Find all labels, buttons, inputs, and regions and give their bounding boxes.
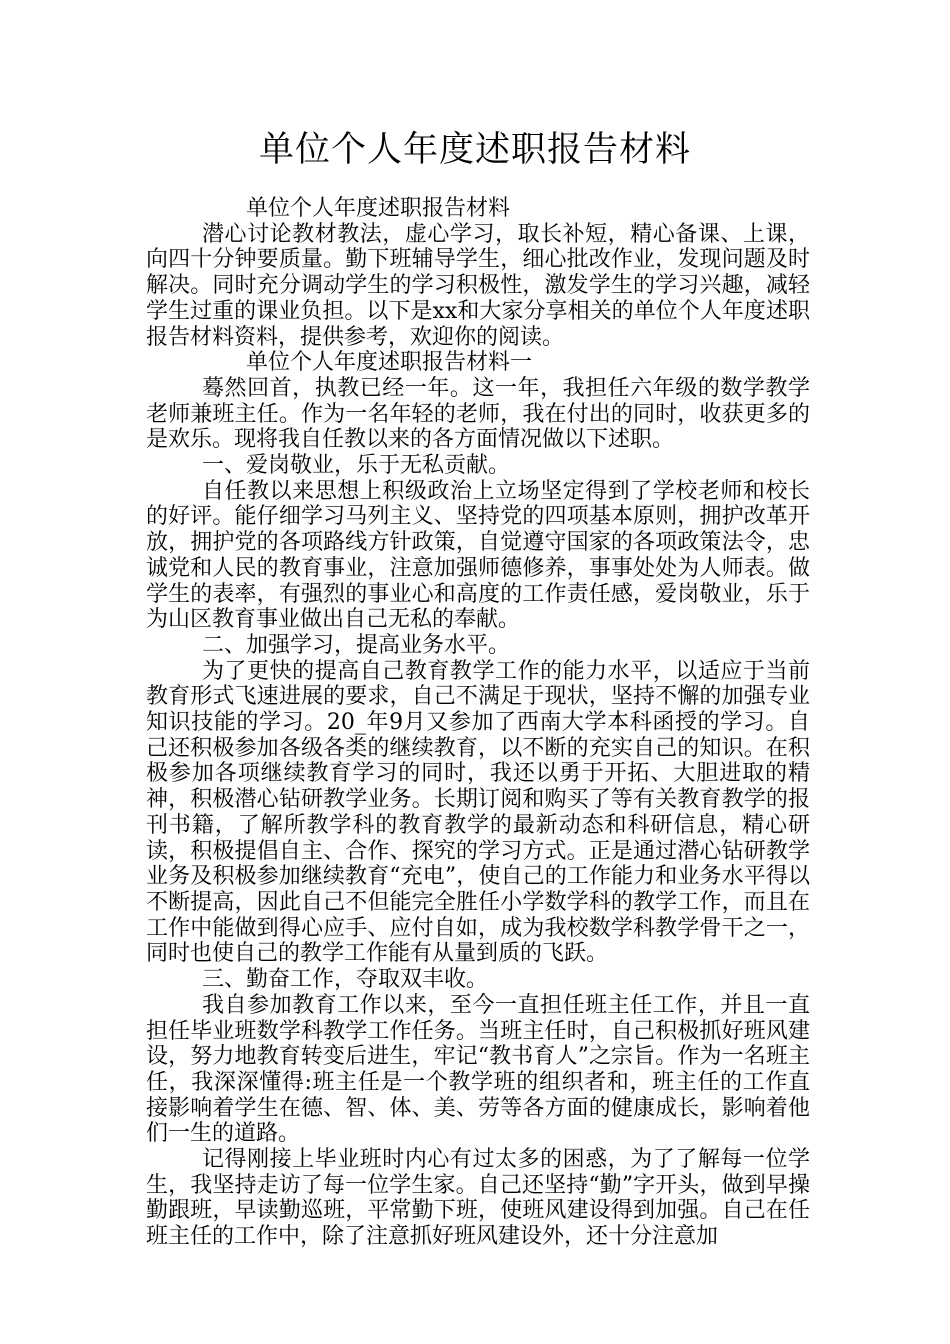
section-2-paragraph: 为了更快的提高自己教育教学工作的能力水平，以适应于当前教育形式飞速进展的要求，自己不满足于现状，坚持不懈的加强专业知识技能的学习。20_年9月又参加了西南大学本科函授的学习。自己还积极参加各级各类的继续教育，以不断的充实自己的知识。在积极参加各项继续教育学习的同时，我还以勇于开拓、大胆进取的精神，积极潜心钻研教学业务。长期订阅和购买了等有关教育教学的报刊书籍，了解所教学科的教育教学的最新动态和科研信息，精心研读，积极提倡自主、合作、探究的学习方式。正是通过潜心钻研教学业务及积极参加继续教育“充电”，使自己的工作能力和业务水平得以不断提高，因此自己不但能完全胜任小学数学科的教学工作，而且在工作中能做到得心应手、应付自如，成为我校数学科教学骨干之一，同时也使自己的教学工作能有从量到质的飞跃。 [146,658,810,967]
document-body [146,196,810,1250]
section-3-paragraph-2: 记得刚接上毕业班时内心有过太多的困惑，为了了解每一位学生，我坚持走访了每一位学生家。自己还坚持“勤”字开头，做到早操勤跟班，早读勤巡班，平常勤下班，使班风建设得到加强。自己在任班主任的工作中，除了注意抓好班风建设外，还十分注意加 [146,1147,810,1250]
part-one-heading: 单位个人年度述职报告材料一 [246,350,533,376]
section-3-paragraph-1: 我自参加教育工作以来，至今一直担任班主任工作，并且一直担任毕业班数学科教学工作任务。当班主任时，自己积极抓好班风建设，努力地教育转变后进生，牢记“教书育人”之宗旨。作为一名班主任，我深深懂得:班主任是一个教学班的组织者和，班主任的工作直接影响着学生在德、智、体、美、劳等各方面的健康成长，影响着他们一生的道路。 [146,992,810,1147]
section-heading-3: 三、勤奋工作，夺取双丰收。 [202,967,489,993]
section-heading-1: 一、爱岗敬业，乐于无私贡献。 [202,453,511,479]
document-subtitle: 单位个人年度述职报告材料 [246,196,511,221]
section-heading-2: 二、加强学习，提高业务水平。 [202,632,511,658]
section-1-paragraph: 自任教以来思想上积级政治上立场坚定得到了学校老师和校长的好评。能仔细学习马列主义、坚持党的四项基本原则，拥护改革开放，拥护党的各项路线方针政策，自觉遵守国家的各项政策法令，忠诚党和人民的教育事业，注意加强师德修养，事事处处为人师表。做学生的表率，有强烈的事业心和高度的工作责任感，爱岗敬业，乐于为山区教育事业做出自己无私的奉献。 [146,478,810,633]
intro-paragraph: 潜心讨论教材教法，虚心学习，取长补短，精心备课、上课，向四十分钟要质量。勤下班辅导学生，细心批改作业，发现问题及时解决。同时充分调动学生的学习积极性，激发学生的学习兴趣，减轻学生过重的课业负担。以下是xx和大家分享相关的单位个人年度述职报告材料资料，提供参考，欢迎你的阅读。 [146,221,810,350]
opening-paragraph: 蓦然回首，执教已经一年。这一年，我担任六年级的数学教学老师兼班主任。作为一名年轻的老师，我在付出的同时，收获更多的是欢乐。现将我自任教以来的各方面情况做以下述职。 [146,375,810,453]
document-title: 单位个人年度述职报告材料 [258,130,691,170]
